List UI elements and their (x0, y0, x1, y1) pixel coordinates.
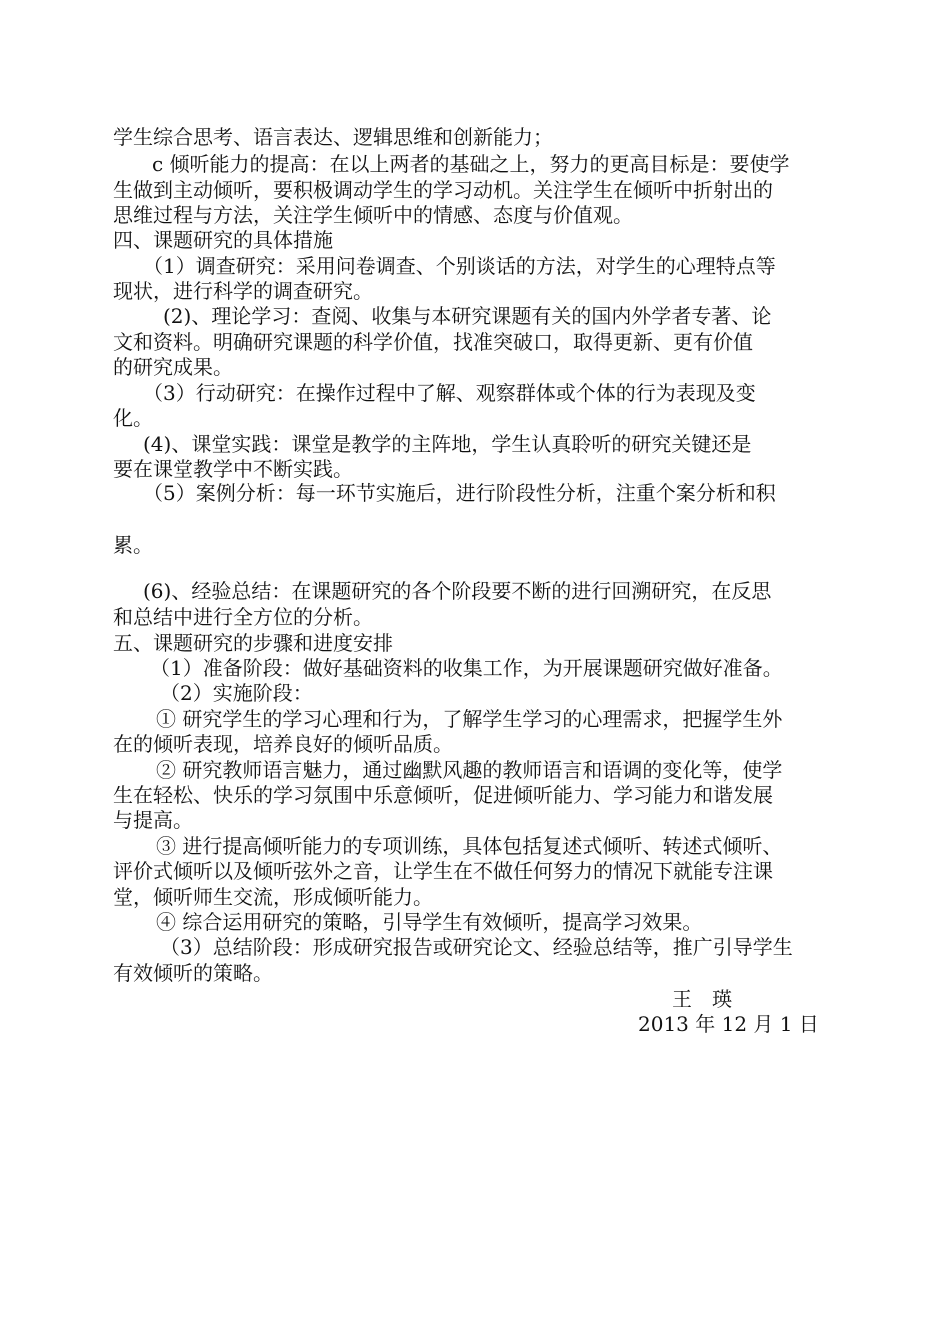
body-line-27: ③ 进行提高倾听能力的专项训练，具体包括复述式倾听、转述式倾听、 (156, 834, 783, 858)
section-heading-four: 四、课题研究的具体措施 (113, 228, 333, 252)
body-line-7: 现状，进行科学的调查研究。 (113, 279, 373, 303)
body-line-13: (4)、课堂实践：课堂是教学的主阵地，学生认真聆听的研究关键还是 (143, 432, 752, 456)
body-line-23: 在的倾听表现，培养良好的倾听品质。 (113, 732, 453, 756)
body-line-3: 生做到主动倾听，要积极调动学生的学习动机。关注学生在倾听中折射出的 (113, 178, 773, 202)
body-line-25: 生在轻松、快乐的学习氛围中乐意倾听，促进倾听能力、学习能力和谐发展 (113, 783, 773, 807)
body-line-12: 化。 (113, 406, 153, 430)
body-line-4: 思维过程与方法，关注学生倾听中的情感、态度与价值观。 (113, 203, 633, 227)
body-line-22: ① 研究学生的学习心理和行为，了解学生学习的心理需求，把握学生外 (156, 707, 783, 731)
signature-author: 王 瑛 (672, 987, 732, 1011)
body-line-1: 学生综合思考、语言表达、逻辑思维和创新能力； (113, 125, 553, 149)
body-line-29: 堂，倾听师生交流，形成倾听能力。 (113, 885, 433, 909)
body-line-24: ② 研究教师语言魅力，通过幽默风趣的教师语言和语调的变化等，使学 (156, 758, 783, 782)
section-heading-five: 五、课题研究的步骤和进度安排 (113, 631, 393, 655)
body-line-31: （3）总结阶段：形成研究报告或研究论文、经验总结等，推广引导学生 (160, 935, 793, 959)
body-line-21: （2）实施阶段： (160, 681, 313, 705)
body-line-6: （1）调查研究：采用问卷调查、个别谈话的方法，对学生的心理特点等 (143, 254, 776, 278)
body-line-16: 累。 (113, 533, 153, 557)
body-line-11: （3）行动研究：在操作过程中了解、观察群体或个体的行为表现及变 (143, 381, 756, 405)
body-line-18: 和总结中进行全方位的分析。 (113, 605, 373, 629)
body-line-30: ④ 综合运用研究的策略，引导学生有效倾听，提高学习效果。 (156, 910, 703, 934)
signature-date: 2013 年 12 月 1 日 (638, 1012, 819, 1036)
body-line-17: (6)、经验总结：在课题研究的各个阶段要不断的进行回溯研究，在反思 (143, 579, 772, 603)
body-line-10: 的研究成果。 (113, 355, 233, 379)
body-line-32: 有效倾听的策略。 (113, 961, 273, 985)
body-line-26: 与提高。 (113, 808, 193, 832)
body-line-14: 要在课堂教学中不断实践。 (113, 457, 353, 481)
body-line-20: （1）准备阶段：做好基础资料的收集工作，为开展课题研究做好准备。 (150, 656, 783, 680)
body-line-8: (2)、理论学习：查阅、收集与本研究课题有关的国内外学者专著、论 (163, 304, 772, 328)
body-line-15: （5）案例分析：每一环节实施后，进行阶段性分析，注重个案分析和积 (143, 481, 776, 505)
body-line-9: 文和资料。明确研究课题的科学价值，找准突破口，取得更新、更有价值 (113, 330, 753, 354)
body-line-28: 评价式倾听以及倾听弦外之音，让学生在不做任何努力的情况下就能专注课 (113, 859, 773, 883)
body-line-2: c 倾听能力的提高：在以上两者的基础之上，努力的更高目标是：要使学 (152, 152, 790, 176)
